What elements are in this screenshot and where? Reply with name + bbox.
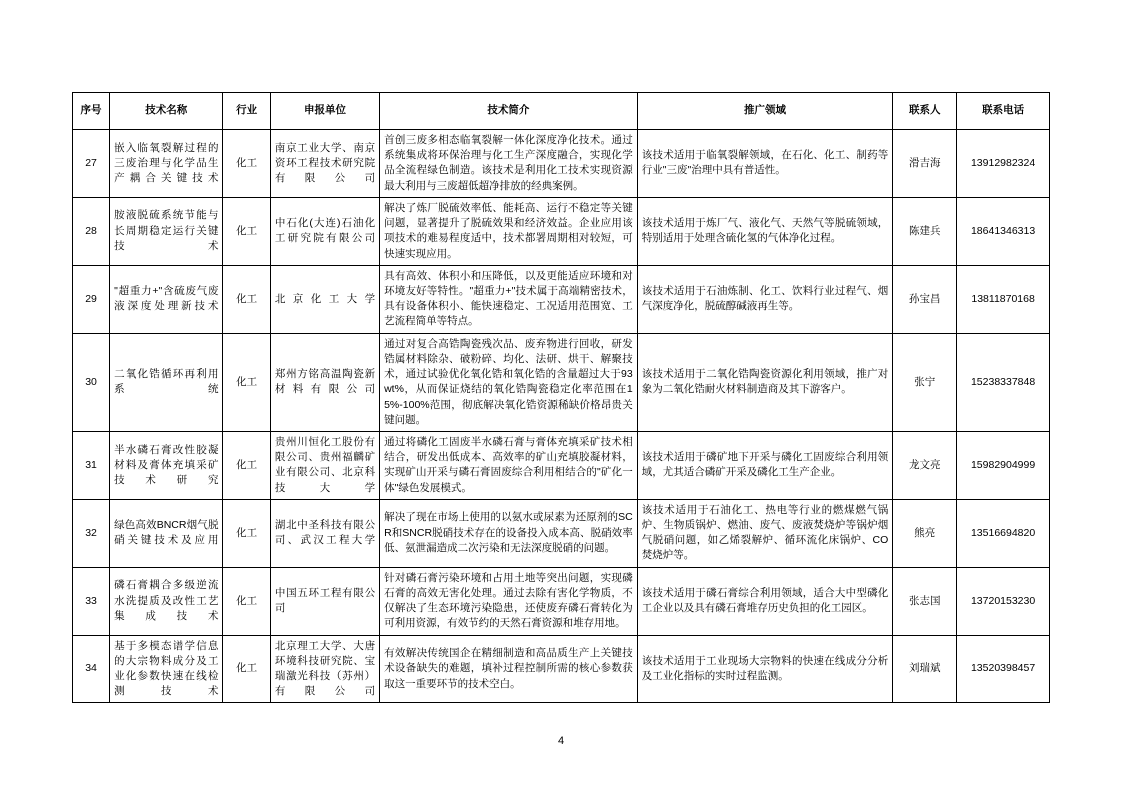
table-body: [73, 130, 1050, 703]
cell-technology-name: 嵌入临氧裂解过程的三废治理与化学品生产耦合关键技术: [110, 130, 223, 198]
table-row: [73, 130, 1050, 198]
cell-description: 解决了现在市场上使用的以氨水或尿素为还原剂的SCR和SNCR脱硝技术存在的设备投入成本高、脱硝效率低、氨泄漏造成二次污染和无法深度脱硝的问题。: [380, 499, 638, 567]
cell-seq: 30: [73, 333, 110, 431]
cell-description: 有效解决传统国企在精细制造和高品质生产上关键技术设备缺失的难题，填补过程控制所需的核心参数获取这一重要环节的技术空白。: [380, 635, 638, 703]
column-header-industry: 行业: [223, 93, 270, 130]
cell-industry: 化工: [223, 567, 270, 635]
cell-industry: 化工: [223, 431, 270, 499]
cell-promotion-field: 该技术适用于石油化工、热电等行业的燃煤燃气锅炉、生物质锅炉、燃油、废气、废液焚烧炉等锅炉烟气脱硝问题，如乙烯裂解炉、循环流化床锅炉、CO焚烧炉等。: [637, 499, 893, 567]
cell-contact-phone: 15238337848: [957, 333, 1050, 431]
cell-seq: 28: [73, 197, 110, 265]
cell-description: 首创三废多相态临氧裂解一体化深度净化技术。通过系统集成将环保治理与化工生产深度融合，实现化学品全流程绿色制造。该技术是利用化工技术实现资源最大利用与三废超低超净排放的经典案例。: [380, 130, 638, 198]
cell-declaring-unit: 湖北中圣科技有限公司、武汉工程大学: [270, 499, 379, 567]
cell-industry: 化工: [223, 635, 270, 703]
table-row: [73, 431, 1050, 499]
cell-seq: 32: [73, 499, 110, 567]
cell-technology-name: 绿色高效BNCR烟气脱硝关键技术及应用: [110, 499, 223, 567]
cell-promotion-field: 该技术适用于临氧裂解领域，在石化、化工、制药等行业"三废"治理中具有普适性。: [637, 130, 893, 198]
cell-contact-person: 熊亮: [893, 499, 957, 567]
cell-description: 具有高效、体积小和压降低，以及更能适应环境和对环境友好等特性。"超重力+"技术属于高端精密技术，具有设备体积小、能快速稳定、工况适用范围宽、工艺流程简单等特点。: [380, 265, 638, 333]
cell-technology-name: 基于多模态谱学信息的大宗物料成分及工业化参数快速在线检测技术: [110, 635, 223, 703]
cell-declaring-unit: 贵州川恒化工股份有限公司、贵州福麟矿业有限公司、北京科技大学: [270, 431, 379, 499]
cell-declaring-unit: 南京工业大学、南京资环工程技术研究院有限公司: [270, 130, 379, 198]
page-number: 4: [557, 735, 565, 747]
table-row: [73, 635, 1050, 703]
cell-description: 针对磷石膏污染环境和占用土地等突出问题，实现磷石膏的高效无害化处理。通过去除有害化学物质，不仅解决了生态环境污染隐患，还使废弃磷石膏转化为可利用资源，有效节约的天然石膏资源和堆存用地。: [380, 567, 638, 635]
cell-contact-person: 陈建兵: [893, 197, 957, 265]
cell-industry: 化工: [223, 130, 270, 198]
cell-industry: 化工: [223, 333, 270, 431]
cell-technology-name: "超重力+"含硫废气废液深度处理新技术: [110, 265, 223, 333]
cell-promotion-field: 该技术适用于磷矿地下开采与磷化工固废综合利用领域，尤其适合磷矿开采及磷化工生产企业。: [637, 431, 893, 499]
cell-contact-phone: 18641346313: [957, 197, 1050, 265]
cell-declaring-unit: 中石化(大连)石油化工研究院有限公司: [270, 197, 379, 265]
table-row: [73, 333, 1050, 431]
table-row: [73, 265, 1050, 333]
table-row: [73, 197, 1050, 265]
cell-industry: 化工: [223, 499, 270, 567]
table-header: [73, 93, 1050, 130]
cell-technology-name: 半水磷石膏改性胶凝材料及膏体充填采矿技术研究: [110, 431, 223, 499]
table-row: [73, 499, 1050, 567]
cell-promotion-field: 该技术适用于石油炼制、化工、饮料行业过程气、烟气深度净化，脱硫醇碱液再生等。: [637, 265, 893, 333]
column-header-description: 技术简介: [380, 93, 638, 130]
column-header-contact-person: 联系人: [893, 93, 957, 130]
cell-declaring-unit: 郑州方铭高温陶瓷新材料有限公司: [270, 333, 379, 431]
cell-promotion-field: 该技术适用于工业现场大宗物料的快速在线成分分析及工业化指标的实时过程监测。: [637, 635, 893, 703]
cell-industry: 化工: [223, 197, 270, 265]
cell-declaring-unit: 北京理工大学、大唐环境科技研究院、宝瑞激光科技（苏州）有限公司: [270, 635, 379, 703]
technology-catalog-table-container: [72, 92, 1050, 703]
cell-contact-person: 张宁: [893, 333, 957, 431]
column-header-contact-phone: 联系电话: [957, 93, 1050, 130]
cell-contact-phone: 13720153230: [957, 567, 1050, 635]
technology-catalog-table: [72, 92, 1050, 703]
cell-seq: 27: [73, 130, 110, 198]
cell-contact-person: 孙宝昌: [893, 265, 957, 333]
cell-contact-phone: 13520398457: [957, 635, 1050, 703]
cell-contact-person: 刘瑞斌: [893, 635, 957, 703]
cell-description: 通过将磷化工固废半水磷石膏与膏体充填采矿技术相结合，研发出低成本、高效率的矿山充填胶凝材料，实现矿山开采与磷石膏固废综合利用相结合的"矿化一体"绿色发展模式。: [380, 431, 638, 499]
column-header-field: 推广领域: [637, 93, 893, 130]
cell-promotion-field: 该技术适用于炼厂气、液化气、天然气等脱硫领域，特别适用于处理含硫化氢的气体净化过程。: [637, 197, 893, 265]
column-header-name: 技术名称: [110, 93, 223, 130]
cell-seq: 33: [73, 567, 110, 635]
cell-description: 解决了炼厂脱硫效率低、能耗高、运行不稳定等关键问题，显著提升了脱硫效果和经济效益。企业应用该项技术的难易程度适中，技术都署周期相对较短，可快速实现应用。: [380, 197, 638, 265]
cell-declaring-unit: 北京化工大学: [270, 265, 379, 333]
cell-contact-person: 滑吉海: [893, 130, 957, 198]
cell-technology-name: 二氧化锆循环再利用系统: [110, 333, 223, 431]
cell-contact-phone: 15982904999: [957, 431, 1050, 499]
cell-seq: 29: [73, 265, 110, 333]
column-header-unit: 申报单位: [270, 93, 379, 130]
cell-contact-phone: 13912982324: [957, 130, 1050, 198]
cell-technology-name: 胺液脱硫系统节能与长周期稳定运行关键技术: [110, 197, 223, 265]
cell-promotion-field: 该技术适用于磷石膏综合利用领域，适合大中型磷化工企业以及具有磷石膏堆存历史负担的化工园区。: [637, 567, 893, 635]
table-row: [73, 567, 1050, 635]
cell-promotion-field: 该技术适用于二氧化锆陶瓷资源化利用领域，推广对象为二氧化锆耐火材料制造商及其下游客户。: [637, 333, 893, 431]
cell-technology-name: 磷石膏耦合多级逆流水洗提质及改性工艺集成技术: [110, 567, 223, 635]
table-header-row: [73, 93, 1050, 130]
column-header-seq: 序号: [73, 93, 110, 130]
cell-seq: 31: [73, 431, 110, 499]
cell-seq: 34: [73, 635, 110, 703]
cell-description: 通过对复合高锆陶瓷残次品、废弃物进行回收，研发锆属材料除杂、破粉碎、均化、法研、烘干、解聚技术，通过试验优化氧化锆和氧化锆的含量超过大于93wt%，从而保证烧结的氧化锆陶瓷稳定化率范围在15%-100%范围，彻底解决氧化锆资源稀缺价格昂贵关键问题。: [380, 333, 638, 431]
cell-industry: 化工: [223, 265, 270, 333]
cell-contact-phone: 13811870168: [957, 265, 1050, 333]
cell-contact-person: 龙文亮: [893, 431, 957, 499]
cell-contact-phone: 13516694820: [957, 499, 1050, 567]
cell-declaring-unit: 中国五环工程有限公司: [270, 567, 379, 635]
cell-contact-person: 张志国: [893, 567, 957, 635]
